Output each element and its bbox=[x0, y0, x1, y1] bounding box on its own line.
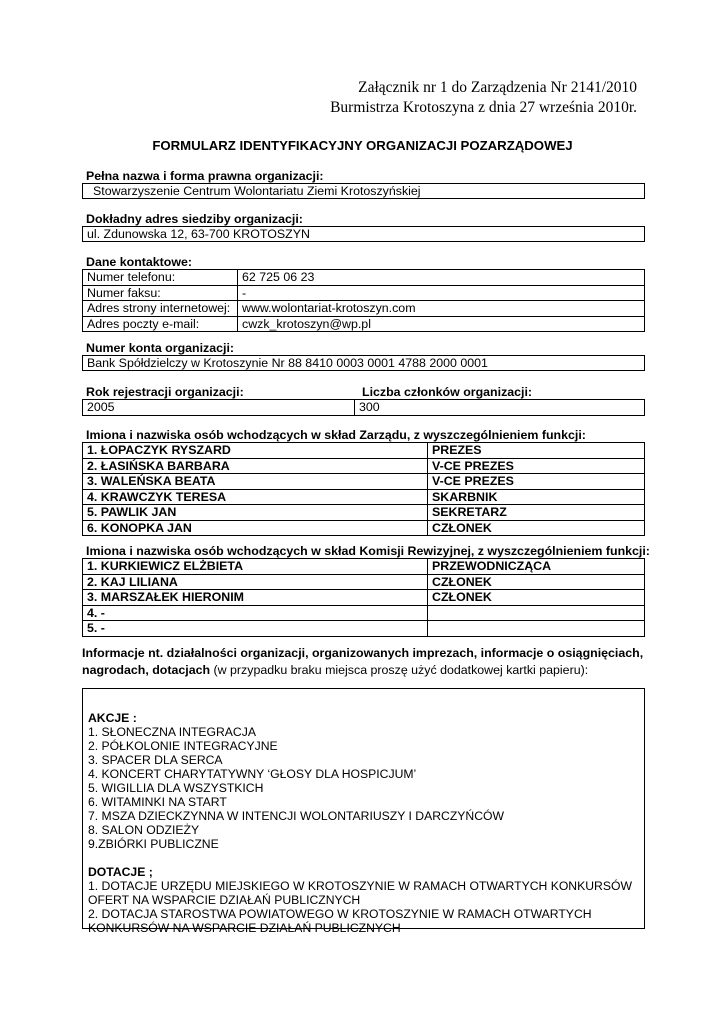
activities-instructions-note: (w przypadku braku miejsca proszę użyć dodatkowej kartki papieru): bbox=[210, 663, 589, 677]
audit-label: Imiona i nazwiska osób wchodzących w skład Komisji Rewizyjnej, z wyszczególnieniem funkcji: bbox=[86, 544, 650, 558]
org-name-field[interactable]: Stowarzyszenie Centrum Wolontariatu Ziemi Krotoszyńskiej bbox=[82, 183, 645, 199]
member-role[interactable]: V-CE PREZES bbox=[428, 474, 645, 490]
list-item: 8. SALON ODZIEŻY bbox=[88, 823, 200, 837]
contact-value[interactable]: cwzk_krotoszyn@wp.pl bbox=[238, 316, 645, 332]
contact-key: Adres poczty e-mail: bbox=[83, 316, 238, 332]
list-item: 4. KONCERT CHARYTATYWNY ‘GŁOSY DLA HOSPICJUM’ bbox=[88, 767, 417, 781]
registration-year-label: Rok rejestracji organizacji: bbox=[86, 385, 244, 399]
list-item: 1. DOTACJE URZĘDU MIEJSKIEGO W KROTOSZYNIE W RAMACH OTWARTYCH KONKURSÓW bbox=[88, 879, 632, 893]
list-item: 2. DOTACJA STAROSTWA POWIATOWEGO W KROTOSZYNIE W RAMACH OTWARTYCH bbox=[88, 907, 592, 921]
list-item: 3. SPACER DLA SERCA bbox=[88, 753, 223, 767]
member-name[interactable]: 1. KURKIEWICZ ELŻBIETA bbox=[83, 559, 428, 575]
member-role[interactable]: PREZES bbox=[428, 443, 645, 459]
actions-heading: AKCJE : bbox=[88, 711, 137, 725]
member-role[interactable]: PRZEWODNICZĄCA bbox=[428, 559, 645, 575]
table-row bbox=[83, 520, 645, 536]
activities-textarea[interactable] bbox=[82, 688, 645, 935]
list-item: 6. WITAMINKI NA START bbox=[88, 795, 227, 809]
member-role[interactable]: SEKRETARZ bbox=[428, 505, 645, 521]
org-name-label: Pełna nazwa i forma prawna organizacji: bbox=[86, 169, 324, 183]
table-row bbox=[83, 443, 645, 459]
registration-year-field[interactable]: 2005 bbox=[83, 400, 355, 416]
member-name[interactable]: 6. KONOPKA JAN bbox=[83, 520, 428, 536]
activities-instructions bbox=[82, 645, 652, 679]
member-name[interactable]: 5. PAWLIK JAN bbox=[83, 505, 428, 521]
list-item: KONKURSÓW NA WSPARCIE DZIAŁAŃ PUBLICZNYCH bbox=[88, 921, 401, 935]
list-item: 9.ZBIÓRKI PUBLICZNE bbox=[88, 837, 219, 851]
contact-label: Dane kontaktowe: bbox=[86, 255, 193, 269]
annex-note bbox=[330, 78, 637, 118]
contact-key: Numer faksu: bbox=[83, 285, 238, 301]
contact-key: Adres strony internetowej: bbox=[83, 301, 238, 317]
registration-table bbox=[82, 399, 645, 416]
table-row bbox=[83, 458, 645, 474]
member-role[interactable] bbox=[428, 621, 645, 637]
member-role[interactable]: V-CE PREZES bbox=[428, 458, 645, 474]
member-name[interactable]: 2. ŁASIŃSKA BARBARA bbox=[83, 458, 428, 474]
member-name[interactable]: 1. ŁOPACZYK RYSZARD bbox=[83, 443, 428, 459]
board-table bbox=[82, 442, 645, 536]
member-name[interactable]: 4. KRAWCZYK TERESA bbox=[83, 489, 428, 505]
table-row bbox=[83, 505, 645, 521]
table-row bbox=[83, 605, 645, 621]
contact-row-website bbox=[83, 301, 645, 317]
list-item: 5. WIGILLIA DLA WSZYSTKICH bbox=[88, 781, 264, 795]
list-item: 1. SŁONECZNA INTEGRACJA bbox=[88, 725, 256, 739]
table-row bbox=[83, 621, 645, 637]
annex-line-1: Załącznik nr 1 do Zarządzenia Nr 2141/2010 bbox=[358, 79, 637, 96]
grants-heading: DOTACJE ; bbox=[88, 865, 153, 879]
table-row bbox=[83, 474, 645, 490]
contact-table bbox=[82, 269, 645, 332]
table-row bbox=[83, 574, 645, 590]
address-label: Dokładny adres siedziby organizacji: bbox=[86, 212, 303, 226]
contact-row-phone bbox=[83, 270, 645, 286]
list-item: 7. MSZA DZIECKZYNNA W INTENCJI WOLONTARIUSZY I DARCZYŃCÓW bbox=[88, 809, 504, 823]
board-label: Imiona i nazwiska osób wchodzących w skład Zarządu, z wyszczególnieniem funkcji: bbox=[86, 428, 586, 442]
contact-key: Numer telefonu: bbox=[83, 270, 238, 286]
member-role[interactable]: CZŁONEK bbox=[428, 590, 645, 606]
table-row bbox=[83, 489, 645, 505]
address-field[interactable]: ul. Zdunowska 12, 63-700 KROTOSZYN bbox=[82, 226, 645, 242]
activities-instructions-bold: Informacje nt. działalności organizacji, organizowanych imprezach, informacje o osiągnięciach, nagrodach, dotacjach bbox=[82, 646, 644, 677]
member-name[interactable]: 3. WALEŃSKA BEATA bbox=[83, 474, 428, 490]
table-row bbox=[83, 559, 645, 575]
members-count-label: Liczba członków organizacji: bbox=[362, 385, 533, 399]
list-item: 2. PÓŁKOLONIE INTEGRACYJNE bbox=[88, 739, 278, 753]
contact-value[interactable]: 62 725 06 23 bbox=[238, 270, 645, 286]
contact-row-fax bbox=[83, 285, 645, 301]
member-name[interactable]: 3. MARSZAŁEK HIERONIM bbox=[83, 590, 428, 606]
audit-table bbox=[82, 558, 645, 637]
form-title: FORMULARZ IDENTYFIKACYJNY ORGANIZACJI POZARZĄDOWEJ bbox=[152, 138, 573, 153]
members-count-field[interactable]: 300 bbox=[355, 400, 645, 416]
member-name[interactable]: 2. KAJ LILIANA bbox=[83, 574, 428, 590]
member-role[interactable]: CZŁONEK bbox=[428, 520, 645, 536]
annex-line-2: Burmistrza Krotoszyna z dnia 27 września 2010r. bbox=[330, 99, 637, 116]
member-name[interactable]: 5. - bbox=[83, 621, 428, 637]
member-role[interactable]: CZŁONEK bbox=[428, 574, 645, 590]
list-item: OFERT NA WSPARCIE DZIAŁAŃ PUBLICZNYCH bbox=[88, 893, 361, 907]
member-role[interactable] bbox=[428, 605, 645, 621]
member-name[interactable]: 4. - bbox=[83, 605, 428, 621]
account-label: Numer konta organizacji: bbox=[86, 341, 235, 355]
table-row bbox=[83, 590, 645, 606]
member-role[interactable]: SKARBNIK bbox=[428, 489, 645, 505]
contact-value[interactable]: - bbox=[238, 285, 645, 301]
contact-row-email bbox=[83, 316, 645, 332]
contact-value[interactable]: www.wolontariat-krotoszyn.com bbox=[238, 301, 645, 317]
account-field[interactable]: Bank Spółdzielczy w Krotoszynie Nr 88 8410 0003 0001 4788 2000 0001 bbox=[82, 355, 645, 371]
